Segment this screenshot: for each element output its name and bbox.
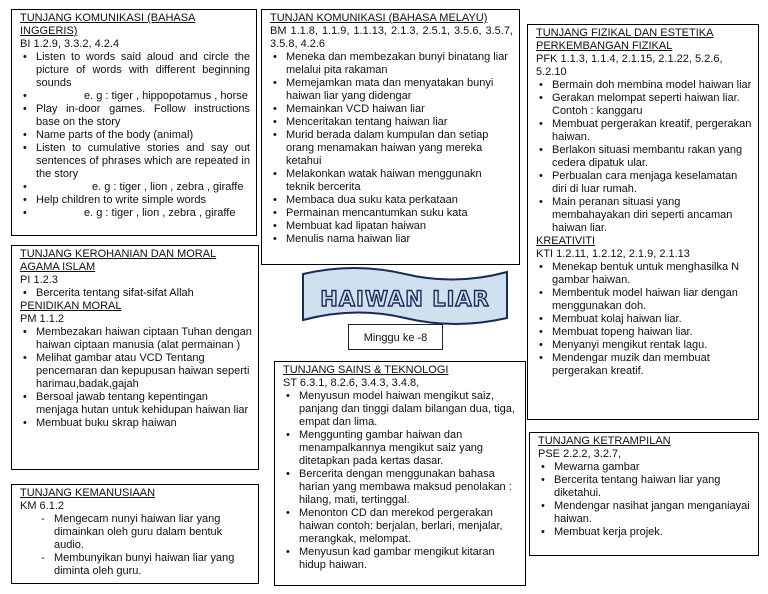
sains-box <box>274 361 526 586</box>
list-item: • Membaca dua suku kata perkataan <box>286 194 513 207</box>
list-item: • Mendengar nasihat jangan menganiayai haiwan. <box>554 500 752 526</box>
sains-code: ST 6.3.1, 8.2.6, 3.4.3, 3.4.8, <box>283 377 420 389</box>
ketrampilan-title: TUNJANG KETRAMPILAN <box>538 435 671 447</box>
list-item: • Membentuk model haiwan liar dengan menggunakan doh. <box>552 287 752 313</box>
list-item: • Mewarna gambar <box>554 461 752 474</box>
list-item: • Melihat gambar atau VCD Tentang pencemaran dan kepupusan haiwan seperti harimau,badak,gajah <box>36 352 252 391</box>
list-item: • Melakonkan watak haiwan menggunakn teknik bercerita <box>286 168 513 194</box>
list-item: • Menggunting gambar haiwan dan menampalkannya mengikut saiz yang ditetapkan pada kertas dasar. <box>299 429 519 468</box>
pfk-code: PFK 1.1.3, 1.1.4, 2.1.15, 2.1.22, 5.2.6, 5.2.10 <box>536 53 723 78</box>
list-item: • Menonton CD dan merekod pergerakan haiwan contoh: berjalan, berlari, menjalar, merangkak, melompat. <box>299 507 519 546</box>
ketrampilan-code: PSE 2.2.2, 3.2.7, <box>538 448 622 460</box>
list-item: • Menekap bentuk untuk menghasilka N gambar haiwan. <box>552 261 752 287</box>
moral-box <box>11 245 259 470</box>
list-item: • Menyanyi mengikut rentak lagu. <box>552 339 752 352</box>
list-item: • Membuat kad lipatan haiwan <box>286 220 513 233</box>
list-item: • Bersoal jawab tentang kepentingan menjaga hutan untuk kehidupan haiwan liar <box>36 391 252 417</box>
agama-title: AGAMA ISLAM <box>20 261 96 273</box>
list-item: • Bercerita tentang sifat-sifat Allah <box>36 287 252 300</box>
list-item: • Membuat topeng haiwan liar. <box>552 326 752 339</box>
list-item: • Menyusun model haiwan mengikut saiz, panjang dan tinggi dalam bilangan dua, tiga, empat dan lima. <box>299 390 519 429</box>
list-item: • Menceritakan tentang haiwan liar <box>286 116 513 129</box>
pfk-box <box>527 24 759 420</box>
bi-code: BI 1.2.9, 3.3.2, 4.2.4 <box>20 38 120 50</box>
list-item: - Membunyikan bunyi haiwan liar yang diminta oleh guru. <box>54 552 252 578</box>
list-item: • Main peranan situasi yang membahayakan diri seperti ancaman haiwan liar. <box>552 196 752 235</box>
kemanusiaan-box <box>11 484 259 584</box>
week-label: Minggu ke -8 <box>348 324 443 350</box>
agama-code: PI 1.2.3 <box>20 274 58 286</box>
list-item: • Bermain doh membina model haiwan liar <box>552 79 752 92</box>
list-item: • Menulis nama haiwan liar <box>286 233 513 246</box>
list-item: • Bercerita tentang haiwan liar yang diketahui. <box>554 474 752 500</box>
list-item: • Membuat buku skrap haiwan <box>36 417 252 430</box>
pfk-title: TUNJANG FIZIKAL DAN ESTETIKA PERKEMBANGAN FIZIKAL <box>536 27 714 52</box>
bm-box <box>261 9 520 265</box>
kemanusiaan-title: TUNJANG KEMANUSIAAN <box>20 487 156 499</box>
list-item: • Play in-door games. Follow instructions base on the story <box>36 103 250 129</box>
kreativiti-code: KTI 1.2.11, 1.2.12, 2.1.9, 2.1.13 <box>536 248 690 260</box>
bi-box <box>11 9 257 236</box>
list-item: • Perbualan cara menjaga keselamatan diri di luar rumah. <box>552 170 752 196</box>
list-item: • Memainkan VCD haiwan liar <box>286 103 513 116</box>
list-item: • Permainan mencantumkan suku kata <box>286 207 513 220</box>
list-item: - Mengecam nunyi haiwan liar yang dimainkan oleh guru dalam bentuk audio. <box>54 513 252 552</box>
list-item: • Membuat kolaj haiwan liar. <box>552 313 752 326</box>
list-item: • Membuat kerja projek. <box>554 526 752 539</box>
banner-text: HAIWAN LIAR <box>320 287 490 311</box>
moral-code: PM 1.1.2 <box>20 313 65 325</box>
example: • e. g : tiger , lion , zebra , giraffe <box>36 207 250 220</box>
example: • e. g : tiger , lion , zebra , giraffe <box>36 181 250 194</box>
moral-subtitle: PENIDIKAN MORAL <box>20 300 122 312</box>
example: • e. g : tiger , hippopotamus , horse <box>36 90 250 103</box>
list-item: • Meneka dan membezakan bunyi binatang liar melalui pita rakaman <box>286 51 513 77</box>
list-item: • Membezakan haiwan ciptaan Tuhan dengan haiwan ciptaan manusia (alat permainan ) <box>36 326 252 352</box>
bm-title: TUNJAN KOMUNIKASI (BAHASA MELAYU) <box>270 12 488 24</box>
moral-title: TUNJANG KEROHANIAN DAN MORAL <box>20 248 217 260</box>
kreativiti-title: KREATIVITI <box>536 235 596 247</box>
list-item: • Murid berada dalam kumpulan dan setiap orang menamakan haiwan yang mereka ketahui <box>286 129 513 168</box>
list-item: • Gerakan melompat seperti haiwan liar. Contoh : kanggaru <box>552 92 752 118</box>
list-item: • Memejamkan mata dan menyatakan bunyi haiwan liar yang didengar <box>286 77 513 103</box>
list-item: • Listen to words said aloud and circle the picture of words with different beginning sounds <box>36 51 250 90</box>
list-item: • Bercerita dengan menggunakan bahasa harian yang membawa maksud penolakan : hilang, mati, tertinggal. <box>299 468 519 507</box>
list-item: • Listen to cumulative stories and say out sentences of phrases which are repeated in the story <box>36 142 250 181</box>
list-item: • Mendengar muzik dan membuat pergerakan kreatif. <box>552 352 752 378</box>
list-item: • Menyusun kad gambar mengikut kitaran hidup haiwan. <box>299 546 519 572</box>
ketrampilan-box <box>529 432 759 556</box>
list-item: • Help children to write simple words <box>36 194 250 207</box>
list-item: • Berlakon situasi membantu rakan yang cedera dipatuk ular. <box>552 144 752 170</box>
kemanusiaan-code: KM 6.1.2 <box>20 500 65 512</box>
bm-code: BM 1.1.8, 1.1.9, 1.1.13, 2.1.3, 2.5.1, 3.5.6, 3.5.7, 3.5.8, 4.2.6 <box>270 25 513 50</box>
list-item: • Name parts of the body (animal) <box>36 129 250 142</box>
sains-title: TUNJANG SAINS & TEKNOLOGI <box>283 364 449 376</box>
bi-title: TUNJANG KOMUNIKASI (BAHASA INGGERIS) <box>20 12 196 37</box>
list-item: • Membuat pergerakan kreatif, pergerakan haiwan. <box>552 118 752 144</box>
